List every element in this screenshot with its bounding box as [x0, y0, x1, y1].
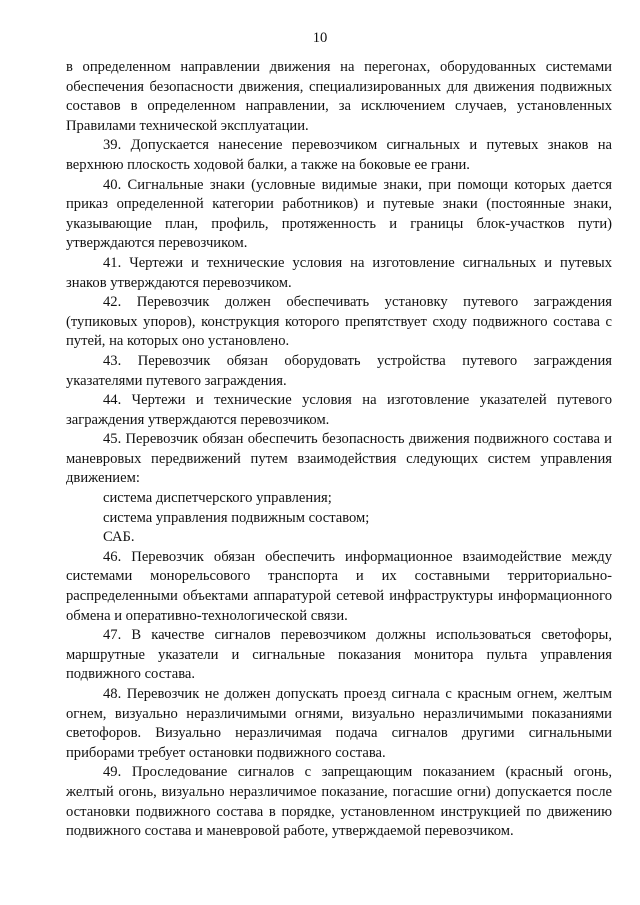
paragraph-49: 49. Проследование сигналов с запрещающим показанием (красный огонь, желтый огонь, визуально неразличимое показание, погасшие огни) допускается после остановки подвижного состава в порядке, установленном инструкцией по движению подвижного состава и маневровой работе, утверждаемой перевозчиком. [66, 764, 612, 840]
paragraph-46: 46. Перевозчик обязан обеспечить информационное взаимодействие между системами монорельсового транспорта и их составными территориально-распределенными объектами аппаратурой сетевой инфраструктуры информационного обмена и оперативно-технологической связи. [66, 548, 612, 624]
paragraph-continuation: в определенном направлении движения на перегонах, оборудованных системами обеспечения безопасности движения, специализированных для движения подвижных составов в определенном направлении, за исключением случаев, установленных Правилами технической эксплуатации. [66, 59, 612, 134]
paragraph-48: 48. Перевозчик не должен допускать проезд сигнала с красным огнем, желтым огнем, визуально неразличимыми огнями, визуально неразличимыми показаниями светофоров. Визуально неразличимая подача сигналов другими сигнальными приборами требует остановки подвижного состава. [66, 686, 612, 761]
list-item-rolling-stock-control: система управления подвижным составом; [103, 509, 370, 526]
paragraph-41: 41. Чертежи и технические условия на изготовление сигнальных и путевых знаков утверждаются перевозчиком. [66, 254, 612, 291]
page-number: 10 [312, 30, 328, 46]
list-item-dispatch-system: система диспетчерского управления; [103, 490, 332, 507]
paragraph-42: 42. Перевозчик должен обеспечивать установку путевого заграждения (тупиковых упоров), конструкция которого препятствует сходу подвижного состава с путей, на которых оно установлено. [66, 294, 612, 350]
paragraph-44: 44. Чертежи и технические условия на изготовление указателей путевого заграждения утверждаются перевозчиком. [66, 392, 612, 428]
paragraph-47: 47. В качестве сигналов перевозчиком должны использоваться светофоры, маршрутные указатели и сигнальные показания монитора пульта управления подвижного состава. [66, 627, 612, 683]
paragraph-45: 45. Перевозчик обязан обеспечить безопасность движения подвижного состава и маневровых передвижений путем взаимодействия следующих систем управления движением: [66, 431, 612, 487]
paragraph-39: 39. Допускается нанесение перевозчиком сигнальных и путевых знаков на верхнюю плоскость ходовой балки, а также на боковые ее грани. [66, 137, 612, 173]
list-item-sab: САБ. [103, 529, 135, 546]
paragraph-40: 40. Сигнальные знаки (условные видимые знаки, при помощи которых дается приказ определенной категории работников) и путевые знаки (постоянные знаки, указывающие план, профиль, протяженность и границы блок-участков пути) утверждаются перевозчиком. [66, 176, 612, 252]
page-body [66, 58, 612, 842]
paragraph-43: 43. Перевозчик обязан оборудовать устройства путевого заграждения указателями путевого заграждения. [66, 352, 612, 389]
